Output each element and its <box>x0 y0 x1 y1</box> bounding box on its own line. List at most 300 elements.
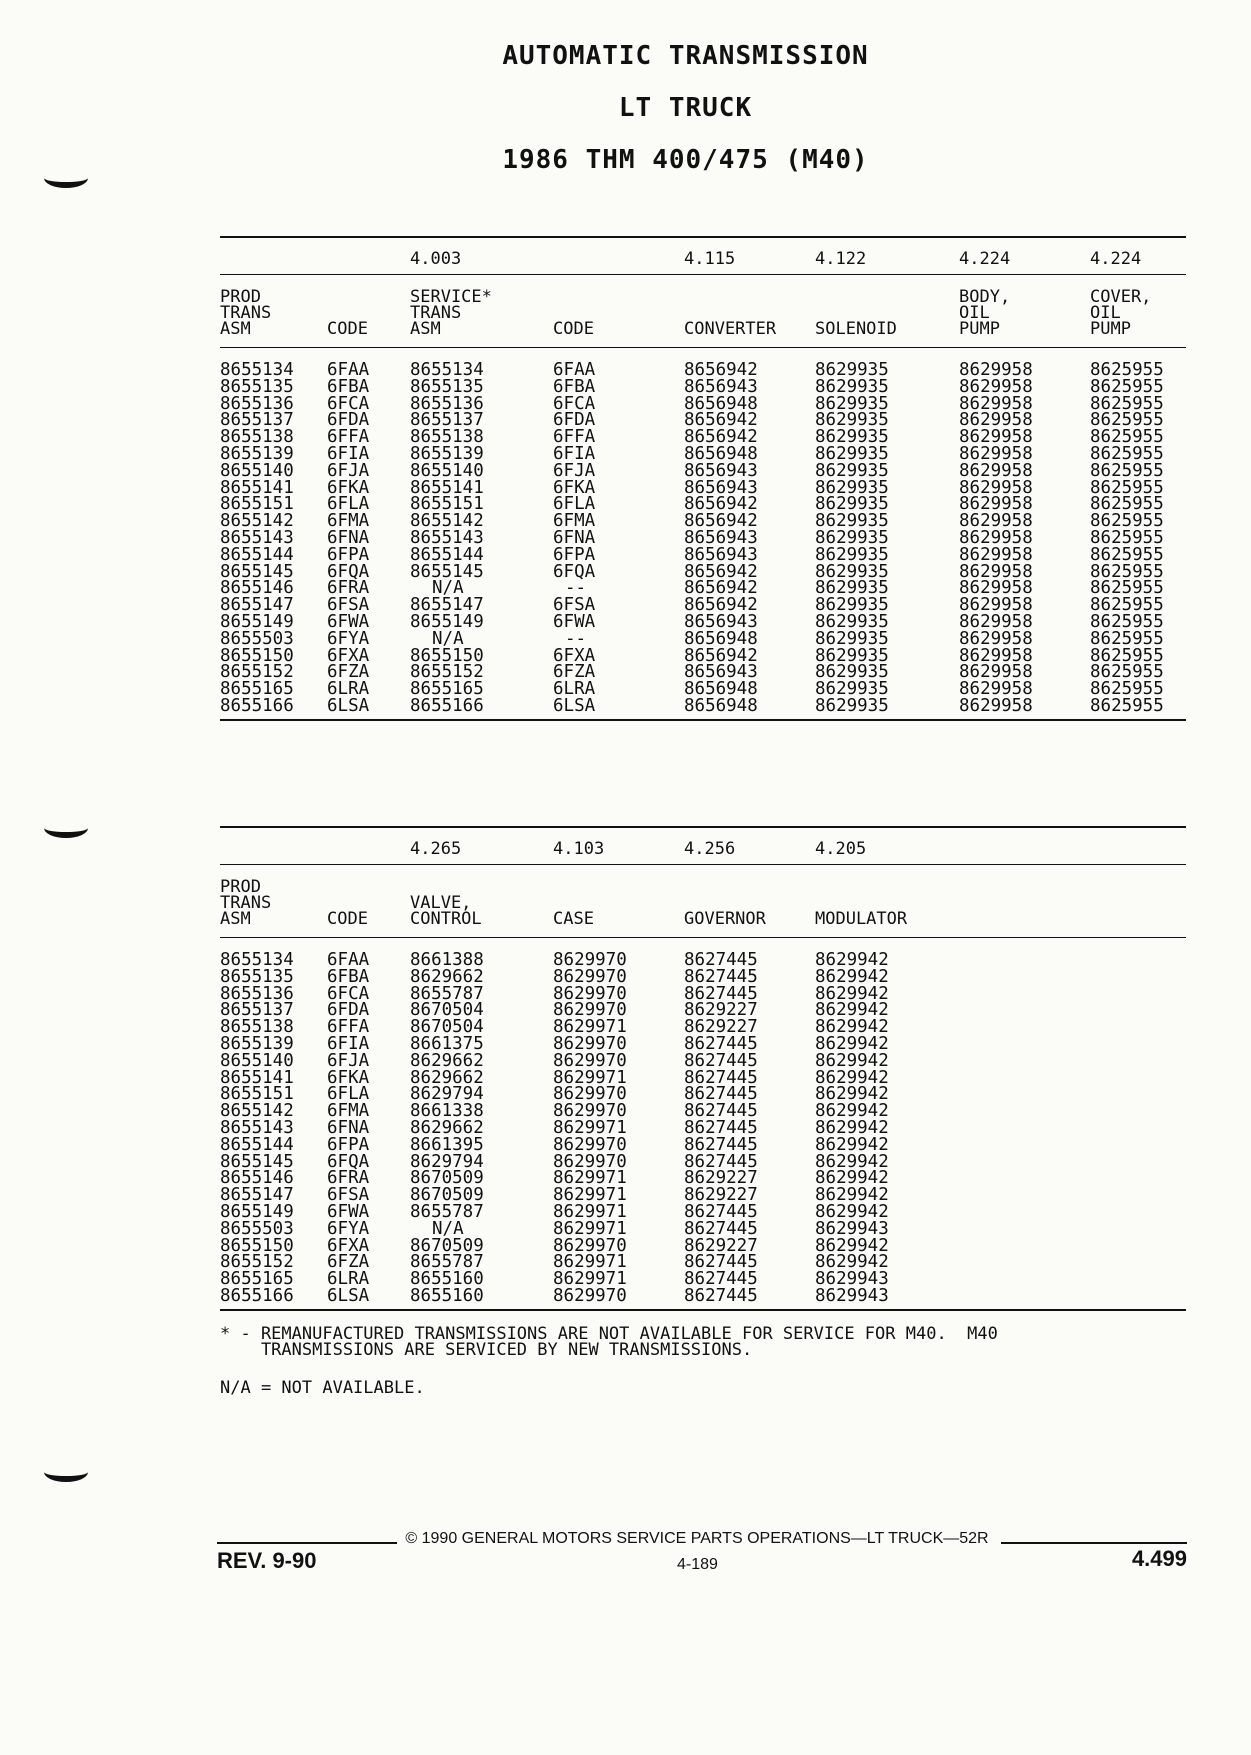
reference-code-cell: 4.003 <box>410 249 462 269</box>
binder-punch-mark <box>44 818 88 838</box>
table-cell: 8625955 <box>1090 393 1164 414</box>
table-cell: 6LSA <box>553 695 596 716</box>
table-cell: 8661338 <box>410 1101 484 1122</box>
table-cell: 6FLA <box>327 1084 370 1105</box>
table-cell: 8629943 <box>815 1218 889 1239</box>
table-cell: 8627445 <box>684 1033 758 1054</box>
table-cell: 8625955 <box>1090 410 1164 431</box>
table-cell: 8625955 <box>1090 628 1164 649</box>
table-cell: 8629662 <box>410 1067 484 1088</box>
reference-code-cell: 4.265 <box>410 839 462 859</box>
table-cell: 6FNA <box>327 527 370 548</box>
table-cell: 8655147 <box>410 595 484 616</box>
table-cell: -- <box>565 628 587 649</box>
table-cell: 6FLA <box>327 494 370 515</box>
table-cell: 8656943 <box>684 460 758 481</box>
table-cell: 8629958 <box>959 410 1033 431</box>
table-cell: 8656942 <box>684 511 758 532</box>
table-cell: 6FRA <box>327 1168 370 1189</box>
table-cell: 8655144 <box>220 544 294 565</box>
table-cell: 8629935 <box>815 460 889 481</box>
table-cell: 8655141 <box>220 477 294 498</box>
table-cell: 8655143 <box>220 1117 294 1138</box>
table-cell: 6LRA <box>553 679 596 700</box>
table-cell: 6FCA <box>553 393 596 414</box>
table-cell: 8629662 <box>410 966 484 987</box>
reference-code-cell: 4.122 <box>815 249 867 269</box>
table-cell: 8629958 <box>959 595 1033 616</box>
table-cell: 8625955 <box>1090 443 1164 464</box>
table-cell: 8655139 <box>410 443 484 464</box>
reference-code-cell: 4.224 <box>1090 249 1142 269</box>
table-cell: 8627445 <box>684 1134 758 1155</box>
column-header <box>220 285 327 337</box>
table-cell: -- <box>565 578 587 599</box>
table-cell: 8629943 <box>815 1269 889 1290</box>
table-cell: 8629958 <box>959 494 1033 515</box>
table-cell: 6FKA <box>553 477 596 498</box>
table-cell: 8629943 <box>815 1285 889 1306</box>
table-cell: 8629935 <box>815 360 889 380</box>
reference-code-cell <box>220 238 327 280</box>
table-cell: 8629662 <box>410 1050 484 1071</box>
table-cell: 6FXA <box>327 645 370 666</box>
table-cell: 8655143 <box>410 527 484 548</box>
table-cell: 8655145 <box>220 561 294 582</box>
table-cell: N/A <box>432 628 464 649</box>
table-cell: 8629958 <box>959 477 1033 498</box>
column-header-line: TRANS <box>220 893 272 913</box>
table-cell: 8655787 <box>410 1252 484 1273</box>
reference-code-cell <box>959 828 1090 870</box>
column-header-line: CODE <box>553 319 594 339</box>
table-cell: 8656942 <box>684 494 758 515</box>
table-cell: 6FMA <box>553 511 596 532</box>
table-cell: 8656942 <box>684 360 758 380</box>
table-cell: 8629971 <box>553 1168 627 1189</box>
table-cell: 8629958 <box>959 443 1033 464</box>
table-cell: 8625955 <box>1090 595 1164 616</box>
table-cell: 8655137 <box>220 410 294 431</box>
table-cell: 8656943 <box>684 477 758 498</box>
table-cell: 8629971 <box>553 1185 627 1206</box>
table-cell: 8629942 <box>815 1185 889 1206</box>
footnote-remanufactured-line2: TRANSMISSIONS ARE SERVICED BY NEW TRANSMISSIONS. <box>220 1340 753 1360</box>
column-header-line: BODY, <box>959 287 1011 307</box>
table-cell: 8625955 <box>1090 695 1164 716</box>
table-cell: 8629971 <box>553 1252 627 1273</box>
table-cell: 8629935 <box>815 443 889 464</box>
column-header-line: PROD <box>220 287 261 307</box>
column-header-line: TRANS <box>410 303 462 323</box>
table-cell: 8629970 <box>553 1101 627 1122</box>
table-cell: 6FNA <box>553 527 596 548</box>
table-cell: 8656948 <box>684 679 758 700</box>
table-cell: 8656943 <box>684 662 758 683</box>
table-cell: 8627445 <box>684 1218 758 1239</box>
table-cell: 6FIA <box>327 1033 370 1054</box>
table-cell: 8629942 <box>815 1067 889 1088</box>
table-cell: 8629935 <box>815 645 889 666</box>
footnote-na: N/A = NOT AVAILABLE. <box>220 1378 425 1398</box>
table-cell: 8655787 <box>410 1201 484 1222</box>
table-cell: 8656942 <box>684 578 758 599</box>
table-cell: 8629958 <box>959 427 1033 448</box>
table-cell: 8655160 <box>410 1269 484 1290</box>
table-cell: 6FSA <box>327 1185 370 1206</box>
table-cell: 8655152 <box>410 662 484 683</box>
table-cell: 8670509 <box>410 1168 484 1189</box>
table-cell: 8629970 <box>553 950 627 970</box>
table-cell: 8629935 <box>815 578 889 599</box>
table-cell: 8629958 <box>959 544 1033 565</box>
table-cell: 6FAA <box>327 950 370 970</box>
column-header <box>1090 285 1186 337</box>
table-cell: 8655144 <box>220 1134 294 1155</box>
table-cell: 8629958 <box>959 645 1033 666</box>
table-cell: 8656948 <box>684 628 758 649</box>
column-header <box>410 285 553 337</box>
reference-code-cell <box>553 238 684 280</box>
table-cell: 8629958 <box>959 662 1033 683</box>
table-cell: 6FFA <box>327 1017 370 1038</box>
table-cell: 8629935 <box>815 511 889 532</box>
table-cell: 8655147 <box>220 595 294 616</box>
table-cell: 8655149 <box>220 611 294 632</box>
table-cell: 8629971 <box>553 1269 627 1290</box>
table-cell: 8655165 <box>220 679 294 700</box>
table-cell: 8625955 <box>1090 578 1164 599</box>
binder-punch-mark <box>44 1462 88 1482</box>
table-cell: 6FZA <box>327 662 370 683</box>
column-header <box>684 285 815 337</box>
table-cell: 8629958 <box>959 360 1033 380</box>
column-header <box>815 285 959 337</box>
table-cell: 6FFA <box>327 427 370 448</box>
table-cell: 6FMA <box>327 511 370 532</box>
table-cell: 8629935 <box>815 477 889 498</box>
table-cell: 8629958 <box>959 578 1033 599</box>
table-cell: 8655165 <box>220 1269 294 1290</box>
table-cell: 8629958 <box>959 460 1033 481</box>
table-cell: 6FRA <box>327 578 370 599</box>
table-cell: 8625955 <box>1090 360 1164 380</box>
table-cell: 8627445 <box>684 1067 758 1088</box>
table-cell: 8629794 <box>410 1084 484 1105</box>
table-cell: 6FZA <box>553 662 596 683</box>
table-cell: 6FNA <box>327 1117 370 1138</box>
column-header-line: OIL <box>959 303 990 323</box>
column-header-line: ASM <box>220 909 251 929</box>
table-cell: 8629958 <box>959 695 1033 716</box>
table-cell: 8629227 <box>684 1017 758 1038</box>
table-cell: 6FWA <box>327 611 370 632</box>
table-cell: 6FIA <box>553 443 596 464</box>
table-cell: 8625955 <box>1090 544 1164 565</box>
table-cell: 6FYA <box>327 1218 370 1239</box>
table-cell: 8625955 <box>1090 494 1164 515</box>
table-cell: 6FJA <box>327 1050 370 1071</box>
table-cell: 8655141 <box>410 477 484 498</box>
table-cell: 8625955 <box>1090 645 1164 666</box>
footer-revision: REV. 9-90 <box>217 1548 317 1573</box>
table-cell: 8629942 <box>815 1000 889 1021</box>
column-header <box>327 285 410 337</box>
table-cell: 8655146 <box>220 578 294 599</box>
table-cell: 8629970 <box>553 1285 627 1306</box>
table-cell: 8629958 <box>959 561 1033 582</box>
table-cell: 8655503 <box>220 1218 294 1239</box>
table-cell: 6FJA <box>553 460 596 481</box>
table-cell: 8655149 <box>410 611 484 632</box>
parts-table-1 <box>220 236 1186 721</box>
table-cell: 8629227 <box>684 1000 758 1021</box>
table-cell: 8629942 <box>815 1134 889 1155</box>
page-subtitle-model: 1986 THM 400/475 (M40) <box>502 145 869 175</box>
footer-rule-left <box>217 1542 397 1544</box>
table-cell: 8627445 <box>684 1050 758 1071</box>
table-cell: 6FLA <box>553 494 596 515</box>
table-cell: 8655165 <box>410 679 484 700</box>
column-header-line: TRANS <box>220 303 272 323</box>
table-cell: 8629970 <box>553 983 627 1004</box>
table-cell: 8627445 <box>684 1117 758 1138</box>
column-header-line: SERVICE* <box>410 287 492 307</box>
table-cell: 6FQA <box>327 1151 370 1172</box>
column-header-line: ASM <box>410 319 441 339</box>
column-header-line: PUMP <box>959 319 1000 339</box>
table-cell: 6FQA <box>553 561 596 582</box>
table-cell: 6FJA <box>327 460 370 481</box>
parts-table-2 <box>220 826 1186 1311</box>
column-header-line: CASE <box>553 909 594 929</box>
table-cell: 6FBA <box>327 376 370 397</box>
table-cell: 8627445 <box>684 966 758 987</box>
table-cell: 6FDA <box>327 1000 370 1021</box>
table-cell: 8629942 <box>815 1033 889 1054</box>
table-cell: 8627445 <box>684 1084 758 1105</box>
table-cell: 6FCA <box>327 983 370 1004</box>
table-cell: 8655150 <box>220 1235 294 1256</box>
table-cell: 8629935 <box>815 376 889 397</box>
table-cell: 6FZA <box>327 1252 370 1273</box>
table-cell: 6FCA <box>327 393 370 414</box>
footer-page-number: 4.499 <box>1131 1546 1187 1571</box>
table-cell: 8655138 <box>220 1017 294 1038</box>
column-header <box>1090 875 1186 927</box>
table-cell: 8629970 <box>553 1235 627 1256</box>
table-cell: 8655134 <box>220 950 294 970</box>
table-cell: 8629970 <box>553 966 627 987</box>
table-cell: 8629970 <box>553 1134 627 1155</box>
table-cell: 8656948 <box>684 695 758 716</box>
table-cell: 8629970 <box>553 1084 627 1105</box>
table-cell: 8655152 <box>220 1252 294 1273</box>
table-cell: 8629971 <box>553 1067 627 1088</box>
table-cell: 6FKA <box>327 1067 370 1088</box>
column-header <box>959 875 1090 927</box>
table-cell: 8625955 <box>1090 460 1164 481</box>
table-cell: 8627445 <box>684 1101 758 1122</box>
table-cell: 8629942 <box>815 966 889 987</box>
column-header <box>684 875 815 927</box>
table-cell: 8656942 <box>684 427 758 448</box>
table-cell: 8629935 <box>815 544 889 565</box>
table-cell: 8629942 <box>815 1050 889 1071</box>
reference-code-cell: 4.115 <box>684 249 736 269</box>
table-cell: 8661395 <box>410 1134 484 1155</box>
column-header-line: SOLENOID <box>815 319 897 339</box>
table-cell: 8655134 <box>220 360 294 380</box>
table-cell: 8629935 <box>815 427 889 448</box>
table-cell: 8629935 <box>815 679 889 700</box>
column-header <box>815 875 959 927</box>
table-cell: 8627445 <box>684 1151 758 1172</box>
table-cell: 6FQA <box>327 561 370 582</box>
table-cell: 6LSA <box>327 695 370 716</box>
table-cell: 8629942 <box>815 1151 889 1172</box>
column-header <box>220 875 327 927</box>
table-cell: 8655135 <box>220 966 294 987</box>
table-cell: 8629227 <box>684 1185 758 1206</box>
table-cell: N/A <box>432 578 464 599</box>
table-cell: 8655134 <box>410 360 484 380</box>
column-header-line: COVER, <box>1090 287 1152 307</box>
table-cell: 8656942 <box>684 410 758 431</box>
table-cell: 8656942 <box>684 561 758 582</box>
table-cell: 8629942 <box>815 983 889 1004</box>
table-cell: 8629942 <box>815 1235 889 1256</box>
table-cell: 8655139 <box>220 1033 294 1054</box>
table-cell: 8629227 <box>684 1168 758 1189</box>
table-cell: 8655151 <box>220 494 294 515</box>
table-cell: 8629942 <box>815 1168 889 1189</box>
table-cell: 8629942 <box>815 1017 889 1038</box>
table-cell: 8655787 <box>410 983 484 1004</box>
table-cell: 8655143 <box>220 527 294 548</box>
table-cell: 8629935 <box>815 662 889 683</box>
table-cell: 8655166 <box>220 695 294 716</box>
table-reference-row <box>220 238 1186 274</box>
table-cell: 8629942 <box>815 1117 889 1138</box>
table-cell: 8629935 <box>815 695 889 716</box>
table-cell: 8629935 <box>815 611 889 632</box>
table-cell: 8625955 <box>1090 679 1164 700</box>
table-cell: 8655151 <box>220 1084 294 1105</box>
table-cell: 6FDA <box>327 410 370 431</box>
table-cell: 8655146 <box>220 1168 294 1189</box>
table-cell: 6FBA <box>327 966 370 987</box>
table-cell: 8655166 <box>220 1285 294 1306</box>
table-cell: 8625955 <box>1090 527 1164 548</box>
table-cell: 8629958 <box>959 679 1033 700</box>
table-cell: 6FPA <box>327 544 370 565</box>
table-cell: 8629971 <box>553 1201 627 1222</box>
table-cell: 8629971 <box>553 1117 627 1138</box>
column-header-line: CONVERTER <box>684 319 777 339</box>
table-cell: N/A <box>432 1218 464 1239</box>
table-cell: 8627445 <box>684 1201 758 1222</box>
table-cell: 8629935 <box>815 393 889 414</box>
table-cell: 8656948 <box>684 393 758 414</box>
table-cell: 8670509 <box>410 1235 484 1256</box>
table-cell: 8629970 <box>553 1000 627 1021</box>
table-cell: 6FPA <box>327 1134 370 1155</box>
table-cell: 8629971 <box>553 1218 627 1239</box>
table-cell: 8629942 <box>815 950 889 970</box>
page-title: AUTOMATIC TRANSMISSION <box>502 41 869 71</box>
table-cell: 8629970 <box>553 1033 627 1054</box>
table-cell: 8629935 <box>815 410 889 431</box>
column-header-line: OIL <box>1090 303 1121 323</box>
table-cell: 8625955 <box>1090 477 1164 498</box>
table-cell: 8655160 <box>410 1285 484 1306</box>
footnotes <box>220 1326 998 1396</box>
table-header-row <box>220 865 1186 937</box>
table-cell: 8655138 <box>410 427 484 448</box>
table-cell: 8655150 <box>220 645 294 666</box>
column-header-line: ASM <box>220 319 251 339</box>
table-cell: 8655145 <box>220 1151 294 1172</box>
table-cell: 6LRA <box>327 1269 370 1290</box>
table-cell: 8655137 <box>410 410 484 431</box>
table-cell: 8627445 <box>684 1285 758 1306</box>
table-cell: 8627445 <box>684 950 758 970</box>
column-header-line: GOVERNOR <box>684 909 766 929</box>
table-cell: 8655138 <box>220 427 294 448</box>
footer-copyright: © 1990 GENERAL MOTORS SERVICE PARTS OPERATIONS—LT TRUCK—52R <box>405 1530 989 1547</box>
table-cell: 8627445 <box>684 983 758 1004</box>
column-header-line: PROD <box>220 877 261 897</box>
reference-code-cell: 4.256 <box>684 839 736 859</box>
table-cell: 8655166 <box>410 695 484 716</box>
table-cell: 8629227 <box>684 1235 758 1256</box>
table-reference-row <box>220 828 1186 864</box>
column-header-line: VALVE, <box>410 893 472 913</box>
reference-code-cell: 4.205 <box>815 839 867 859</box>
table-cell: 8629958 <box>959 393 1033 414</box>
table-cell: 8655149 <box>220 1201 294 1222</box>
table-cell: 6FXA <box>553 645 596 666</box>
table-cell: 8670504 <box>410 1000 484 1021</box>
table-cell: 8661375 <box>410 1033 484 1054</box>
table-cell: 8625955 <box>1090 662 1164 683</box>
table-cell: 8656942 <box>684 645 758 666</box>
table-cell: 8629958 <box>959 611 1033 632</box>
table-cell: 8655140 <box>410 460 484 481</box>
table-cell: 8629942 <box>815 1084 889 1105</box>
table-cell: 8656943 <box>684 544 758 565</box>
column-header <box>410 875 553 927</box>
table-cell: 6FKA <box>327 477 370 498</box>
table-cell: 6FSA <box>327 595 370 616</box>
table-cell: 6FWA <box>327 1201 370 1222</box>
table-cell: 8629942 <box>815 1252 889 1273</box>
table-cell: 8629935 <box>815 595 889 616</box>
table-cell: 6FAA <box>553 360 596 380</box>
column-header-line: MODULATOR <box>815 909 908 929</box>
table-cell: 6FFA <box>553 427 596 448</box>
table-cell: 6FXA <box>327 1235 370 1256</box>
column-header-line: CONTROL <box>410 909 482 929</box>
table-cell: 8629935 <box>815 628 889 649</box>
footnote-remanufactured-line1: * - REMANUFACTURED TRANSMISSIONS ARE NOT AVAILABLE FOR SERVICE FOR M40. M40 <box>220 1324 998 1344</box>
table-cell: 8655139 <box>220 443 294 464</box>
table-cell: 8627445 <box>684 1252 758 1273</box>
table-cell: 8656943 <box>684 527 758 548</box>
table-cell: 8655135 <box>220 376 294 397</box>
table-cell: 6LSA <box>327 1285 370 1306</box>
